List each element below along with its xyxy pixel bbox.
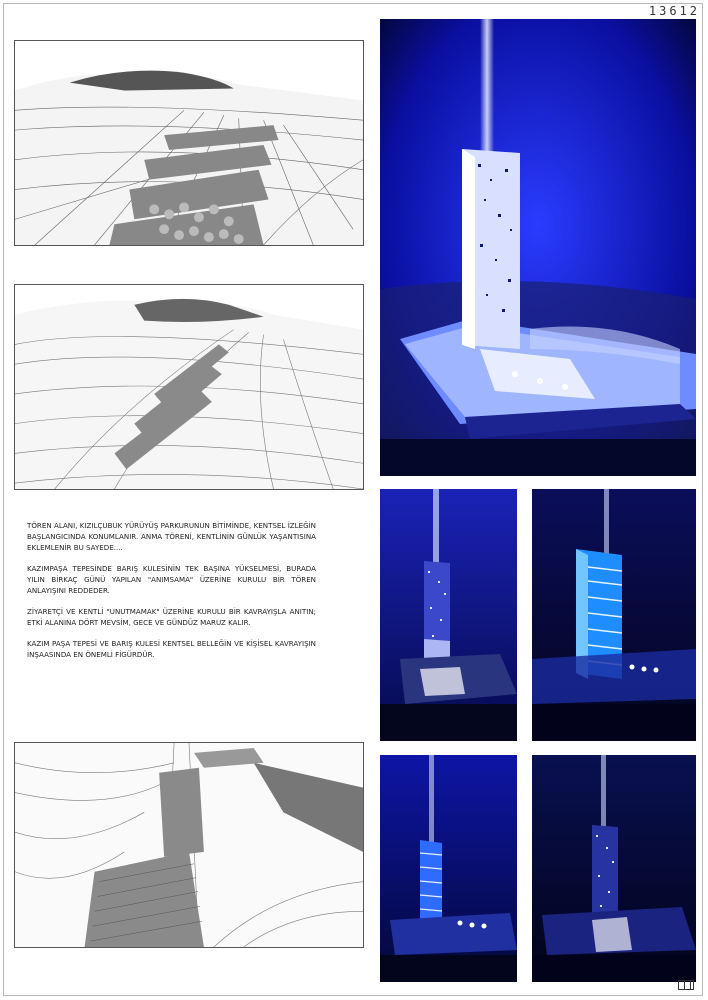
site-perspective-drawing-3	[14, 742, 364, 948]
project-description	[27, 520, 316, 670]
sheet-corner-mark	[678, 980, 694, 990]
description-paragraph-4: KAZIM PAŞA TEPESİ VE BARIŞ KULESİ KENTSEL BELLEĞİN VE KİŞİSEL KAVRAYIŞIN İNŞAASINDA EN ÖNEMLİ FİGÜRDÜR.	[27, 639, 316, 659]
description-paragraph-2: KAZIMPAŞA TEPESİNDE BARIŞ KULESİNİN TEK BAŞINA YÜKSELMESİ, BURADA YILIN BİRKAÇ GÜNÜ YAPILAN "ANIMSAMA" ÜZERİNE KURULU BİR TÖREN ANLAYIŞINI REDDEDER.	[27, 564, 316, 595]
tower-model-photo-2	[380, 489, 517, 741]
sheet-number: 13612	[648, 4, 700, 18]
site-perspective-drawing-1	[14, 40, 364, 246]
tower-model-photo-5	[532, 755, 696, 982]
description-paragraph-3: ZİYARETÇİ VE KENTLİ "UNUTMAMAK" ÜZERİNE KURULU BİR KAVRAYIŞLA ANITIN; ETKİ ALANINA DÖRT MEVSİM, GECE VE GÜNDÜZ MARUZ KALIR.	[27, 607, 316, 627]
site-perspective-drawing-2	[14, 284, 364, 490]
tower-model-photo-3	[532, 489, 696, 741]
tower-model-photo-main	[380, 19, 696, 476]
description-paragraph-1: TÖREN ALANI, KIZILÇUBUK YÜRÜYÜŞ PARKURUNUN BİTİMİNDE, KENTSEL İZLEĞİN BAŞLANGICINDA KONUMLANIR. ANMA TÖRENİ, KENTLİNİN GÜNLÜK YAŞANTISINA EKLEMLENİR BU SAYEDE....	[27, 521, 316, 552]
tower-model-photo-4	[380, 755, 517, 982]
